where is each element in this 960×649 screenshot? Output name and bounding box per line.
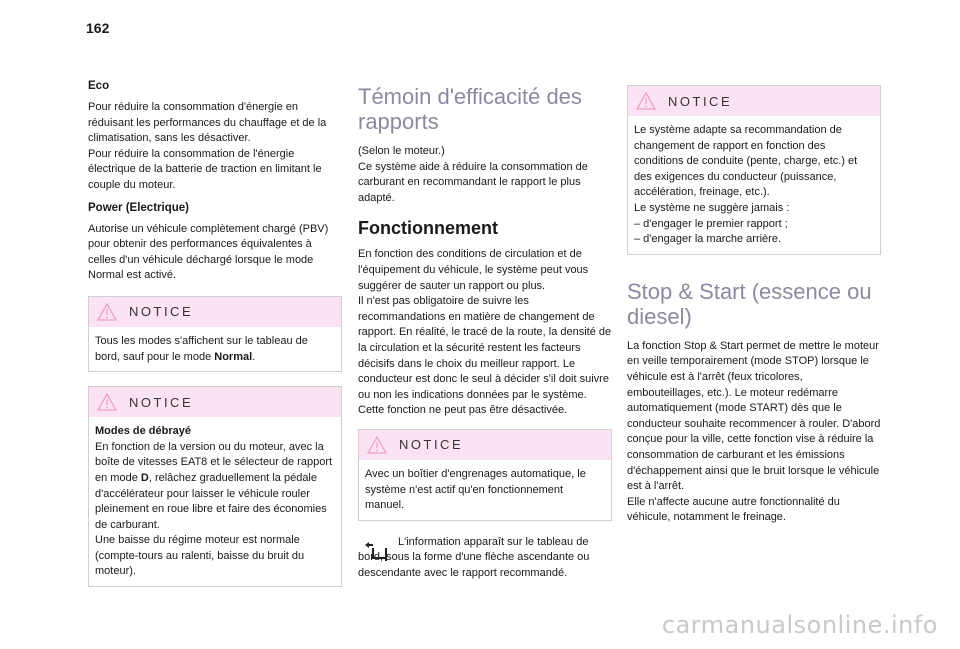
notice-box-recommendation — [627, 85, 881, 255]
notice-title: NOTICE — [129, 394, 194, 410]
notice-box-freewheel — [88, 386, 342, 587]
notice-text-end: . — [252, 350, 256, 363]
info-gear-indicator — [358, 535, 612, 582]
warning-triangle-icon — [97, 393, 117, 411]
notice-box-automatic — [358, 429, 612, 521]
section-title-stop-start: Stop & Start (essence ou diesel) — [627, 278, 872, 329]
watermark: carmanualsonline.info — [661, 611, 938, 639]
operation-text: En fonction des conditions de circulation et de l'équipement du véhicule, le système peut vous suggérer de sauter un rapport ou plus. Il n'est pas obligatoire de suivre les recommandations en matière de changement de rapport. En réalité, le tracé de la route, la densité de la circulation et la sécurité restent les facteurs décisifs dans le choix du meilleur rapport. Le conducteur est donc le seul à décider s'il doit suivre ou non les indications données par le système. Cette fonction ne peut pas être désactivée. — [358, 248, 612, 417]
notice-header — [628, 86, 880, 116]
gear-shift-indicator-icon — [362, 541, 390, 561]
column-right — [627, 85, 881, 532]
page-number: 162 — [86, 20, 110, 36]
notice-text: En fonction de la version ou du moteur, avec la boîte de vitesses EAT8 et le sélecteur de rapport en mode — [95, 440, 333, 484]
notice-title: NOTICE — [129, 304, 194, 320]
notice-header — [89, 297, 341, 327]
warning-triangle-icon — [636, 92, 656, 110]
notice-text-bold: Normal — [214, 350, 253, 363]
notice-body — [89, 327, 341, 371]
column-left — [88, 80, 342, 601]
gear-intro-text: (Selon le moteur.) Ce système aide à réduire la consommation de carburant en recommandant le rapport le plus adapté. — [358, 145, 588, 204]
notice-text-bold: D — [140, 471, 149, 484]
section-title-gear-efficiency: Témoin d'efficacité des rapports — [358, 84, 582, 134]
notice-text: Avec un boîtier d'engrenages automatique, le système n'est actif qu'en fonctionnement manuel. — [365, 467, 586, 512]
info-text: L'information apparaît sur le tableau de bord, sous la forme d'une flèche ascendante ou descendante avec le rapport recommandé. — [358, 535, 590, 579]
power-heading: Power (Electrique) — [88, 201, 189, 214]
warning-triangle-icon — [97, 303, 117, 321]
notice-header — [359, 430, 611, 460]
notice-text: Le système adapte sa recommandation de changement de rapport en fonction des conditions de conduite (pente, charge, etc.) et des exigences du conducteur (puissance, accélération, freinage, etc.). Le système ne suggère jamais : – d'engager le premier rapport ; – d'engager la marche arrière. — [634, 124, 858, 246]
notice-body — [89, 417, 341, 586]
notice-header — [89, 387, 341, 417]
power-text: Autorise un véhicule complètement chargé (PBV) pour obtenir des performances équivalentes à celles d'un véhicule déchargé lorsque le mode Normal est activé. — [88, 222, 329, 282]
notice-heading: Modes de débrayé — [95, 425, 191, 438]
eco-heading: Eco — [88, 80, 110, 92]
notice-box-modes — [88, 296, 342, 372]
notice-text-end: , relâchez graduellement la pédale d'accélérateur pour laisser le véhicule rouler pleinement en roue libre et faire des économies de carburant. Une baisse du régime moteur est normale (compte-tours au ralenti, baisse du bruit du moteur). — [95, 471, 327, 578]
warning-triangle-icon — [367, 436, 387, 454]
notice-title: NOTICE — [668, 93, 733, 109]
column-middle — [358, 84, 612, 581]
eco-text: Pour réduire la consommation d'énergie en réduisant les performances du chauffage et de la climatisation, sans les désactiver. Pour réduire la consommation de l'énergie électrique de la batterie de traction en limitant le couple du moteur. — [88, 101, 327, 191]
notice-title: NOTICE — [399, 437, 464, 453]
notice-text: Tous les modes s'affichent sur le tableau de bord, sauf pour le mode — [95, 334, 308, 363]
stop-start-text: La fonction Stop & Start permet de mettre le moteur en veille temporairement (mode STOP) lorsque le véhicule est à l'arrêt (feux tricolores, embouteillages, etc.). Le moteur redémarre automatiquement (mode START) dès que le conducteur souhaite recommencer à rouler. D'abord conçue pour la ville, cette fonction vise à réduire la consommation de carburant et les émissions d'échappement ainsi que le bruit lorsque le véhicule est à l'arrêt. Elle n'affecte aucune autre fonctionnalité du véhicule, notamment le freinage. — [627, 339, 881, 524]
subsection-title-operation: Fonctionnement — [358, 218, 498, 239]
